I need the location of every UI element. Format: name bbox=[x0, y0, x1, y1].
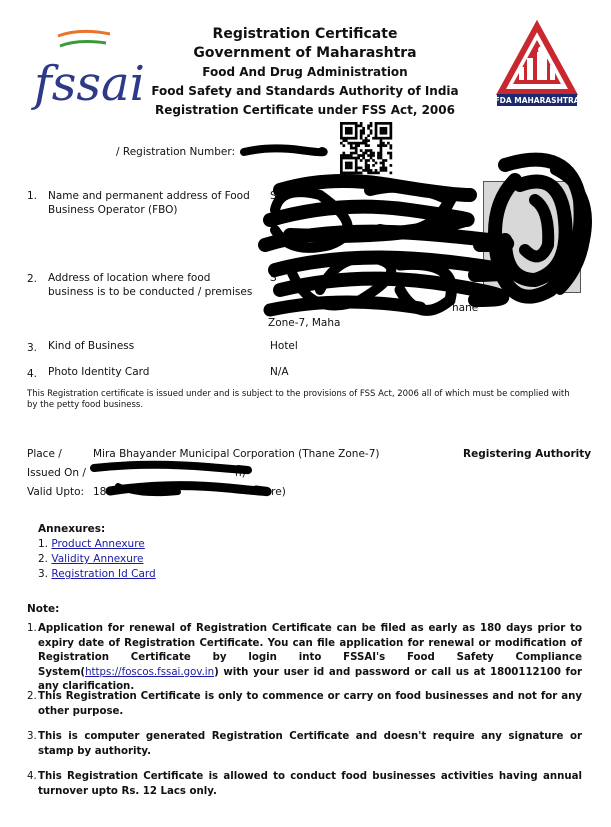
qr-module bbox=[362, 129, 365, 132]
qr-module bbox=[367, 134, 370, 137]
note-1 bbox=[27, 622, 582, 695]
qr-module bbox=[377, 122, 380, 125]
qr-module bbox=[342, 122, 345, 125]
qr-module bbox=[355, 124, 358, 127]
department-name: Food And Drug Administration bbox=[202, 65, 408, 79]
field-2-number: 2. bbox=[27, 273, 38, 285]
qr-module bbox=[380, 129, 383, 132]
field-1-number: 1. bbox=[27, 190, 38, 202]
qr-module bbox=[350, 144, 353, 147]
qr-module bbox=[390, 137, 393, 140]
note-1-text-end: ) with your user id and password or call us at 1800112100 for any clarification. bbox=[38, 666, 582, 692]
notes-title: Note: bbox=[27, 603, 60, 615]
qr-module bbox=[350, 142, 353, 145]
annexures-title: Annexures: bbox=[38, 523, 106, 535]
qr-module bbox=[385, 129, 388, 132]
annexure-item-2-number: 2. bbox=[38, 553, 49, 565]
qr-module bbox=[387, 122, 390, 125]
qr-module bbox=[362, 132, 365, 135]
qr-module bbox=[390, 132, 393, 135]
qr-module bbox=[340, 142, 343, 145]
qr-module bbox=[360, 132, 363, 135]
qr-module bbox=[370, 122, 373, 125]
qr-module bbox=[387, 142, 390, 145]
qr-module bbox=[355, 129, 358, 132]
qr-module bbox=[375, 122, 378, 125]
qr-module bbox=[347, 129, 350, 132]
qr-module bbox=[347, 137, 350, 140]
qr-module bbox=[340, 137, 343, 140]
note-4-number: 4. bbox=[27, 771, 37, 782]
qr-module bbox=[342, 137, 345, 140]
fssai-logo bbox=[28, 22, 145, 112]
qr-module bbox=[355, 122, 358, 125]
qr-module bbox=[365, 144, 368, 147]
qr-module bbox=[375, 134, 378, 137]
qr-module bbox=[355, 144, 358, 147]
qr-module bbox=[350, 127, 353, 130]
qr-module bbox=[352, 137, 355, 140]
qr-module bbox=[365, 139, 368, 142]
qr-module bbox=[372, 137, 375, 140]
qr-module bbox=[340, 127, 343, 130]
field-2-value-line3: Zone-7, Maha bbox=[268, 317, 341, 329]
qr-module bbox=[355, 134, 358, 137]
qr-module bbox=[370, 124, 373, 127]
note-3 bbox=[27, 730, 582, 759]
fssai-logo-text: fssai bbox=[34, 56, 145, 112]
qr-module bbox=[360, 124, 363, 127]
valid-upto-value-tail: exure) bbox=[252, 486, 286, 498]
registering-authority: Registering Authority bbox=[463, 448, 592, 460]
qr-module bbox=[377, 137, 380, 140]
note-3-text: This is computer generated Registration Certificate and doesn't require any signature or stamp by authority. bbox=[38, 731, 582, 757]
qr-module bbox=[352, 122, 355, 125]
qr-module bbox=[382, 137, 385, 140]
qr-module bbox=[355, 132, 358, 135]
qr-module bbox=[382, 129, 385, 132]
qr-module bbox=[360, 129, 363, 132]
note-4 bbox=[27, 770, 582, 799]
issued-on-label: Issued On / bbox=[27, 467, 86, 479]
place-value: Mira Bhayander Municipal Corporation (Thane Zone-7) bbox=[93, 448, 380, 460]
note-2 bbox=[27, 690, 582, 719]
qr-module bbox=[380, 122, 383, 125]
certificate-title: Registration Certificate bbox=[212, 26, 398, 42]
note-2-text: This Registration Certificate is only to commence or carry on food businesses and not for any other purpose. bbox=[38, 691, 582, 717]
qr-module bbox=[345, 132, 348, 135]
field-3-number: 3. bbox=[27, 342, 38, 354]
qr-module bbox=[365, 137, 368, 140]
note-3-number: 3. bbox=[27, 731, 37, 742]
qr-module bbox=[367, 127, 370, 130]
qr-module bbox=[385, 122, 388, 125]
government-name: Government of Maharashtra bbox=[193, 45, 417, 61]
qr-module bbox=[340, 124, 343, 127]
validity-annexure-link[interactable]: Validity Annexure bbox=[51, 553, 144, 565]
qr-module bbox=[352, 142, 355, 145]
qr-module bbox=[385, 132, 388, 135]
qr-module bbox=[360, 122, 363, 125]
annexure-item-1 bbox=[38, 537, 145, 551]
place-label: Place / bbox=[27, 448, 62, 460]
qr-module bbox=[382, 132, 385, 135]
qr-module bbox=[370, 129, 373, 132]
qr-module bbox=[370, 132, 373, 135]
qr-module bbox=[345, 137, 348, 140]
qr-module bbox=[382, 127, 385, 130]
field-4-value: N/A bbox=[270, 366, 289, 378]
valid-upto-label: Valid Upto: bbox=[27, 486, 85, 498]
qr-module bbox=[380, 142, 383, 145]
qr-module bbox=[385, 137, 388, 140]
qr-module bbox=[367, 139, 370, 142]
qr-module bbox=[350, 132, 353, 135]
qr-module bbox=[355, 127, 358, 130]
field-2-label: Address of location where food business is to be conducted / premises bbox=[48, 272, 253, 298]
qr-module bbox=[357, 124, 360, 127]
field-2-value-line2: hane bbox=[452, 302, 479, 314]
qr-module bbox=[380, 137, 383, 140]
qr-module bbox=[350, 129, 353, 132]
qr-module bbox=[375, 137, 378, 140]
qr-module bbox=[390, 122, 393, 125]
qr-module bbox=[367, 124, 370, 127]
qr-module bbox=[357, 142, 360, 145]
qr-module bbox=[385, 144, 388, 147]
qr-module bbox=[347, 132, 350, 135]
annexure-item-1-number: 1. bbox=[38, 538, 49, 550]
qr-module bbox=[377, 144, 380, 147]
qr-module bbox=[365, 142, 368, 145]
qr-module bbox=[390, 127, 393, 130]
qr-module bbox=[390, 129, 393, 132]
field-4-number: 4. bbox=[27, 368, 38, 380]
qr-module bbox=[375, 127, 378, 130]
qr-module bbox=[380, 144, 383, 147]
qr-module bbox=[342, 144, 345, 147]
field-1-value: S bbox=[270, 190, 277, 202]
field-3-label: Kind of Business bbox=[48, 340, 135, 352]
note-2-number: 2. bbox=[27, 691, 37, 702]
authority-name: Food Safety and Standards Authority of India bbox=[151, 84, 459, 98]
registration-number-label: / Registration Number: bbox=[116, 146, 236, 158]
qr-module bbox=[360, 134, 363, 137]
qr-module bbox=[380, 127, 383, 130]
field-1-label: Name and permanent address of Food Business Operator (FBO) bbox=[48, 190, 250, 216]
field-3-value: Hotel bbox=[270, 340, 298, 352]
field-4-label: Photo Identity Card bbox=[48, 366, 150, 378]
product-annexure-link[interactable]: Product Annexure bbox=[51, 538, 145, 550]
foscos-link[interactable]: https://foscos.fssai.gov.in bbox=[85, 666, 215, 678]
annexure-item-3-number: 3. bbox=[38, 568, 49, 580]
annexure-item-2 bbox=[38, 552, 143, 566]
certificate-header bbox=[140, 25, 470, 120]
qr-module bbox=[382, 144, 385, 147]
qr-module bbox=[355, 142, 358, 145]
fda-maharashtra-logo bbox=[494, 22, 580, 112]
registration-id-card-link[interactable]: Registration Id Card bbox=[51, 568, 156, 580]
act-line: Registration Certificate under FSS Act, 2006 bbox=[155, 103, 455, 117]
qr-module bbox=[347, 142, 350, 145]
qr-module bbox=[345, 129, 348, 132]
qr-module bbox=[387, 137, 390, 140]
qr-module bbox=[380, 139, 383, 142]
qr-module bbox=[347, 122, 350, 125]
qr-module bbox=[382, 142, 385, 145]
qr-module bbox=[342, 139, 345, 142]
qr-module bbox=[375, 132, 378, 135]
note-4-text: This Registration Certificate is allowed to conduct food businesses activities having annual turnover upto Rs. 12 Lacs only. bbox=[38, 771, 582, 797]
qr-module bbox=[362, 139, 365, 142]
qr-module bbox=[340, 122, 343, 125]
qr-module bbox=[375, 124, 378, 127]
qr-module bbox=[375, 129, 378, 132]
note-1-number: 1. bbox=[27, 623, 37, 634]
qr-module bbox=[340, 132, 343, 135]
qr-module bbox=[357, 144, 360, 147]
qr-module bbox=[340, 129, 343, 132]
dates-redaction bbox=[88, 458, 268, 503]
qr-module bbox=[355, 137, 358, 140]
qr-module bbox=[340, 134, 343, 137]
fda-logo-caption: FDA MAHARASHTRA bbox=[494, 96, 580, 105]
qr-module bbox=[367, 144, 370, 147]
note-1-text: Application for renewal of Registration Certificate can be filed as early as 180 days prior to expiry date of Registration Certificate. You can file application for renewal or modification of Registration Certificate by login into FSSAI's Food Safety Compliance System( bbox=[38, 623, 582, 678]
qr-module bbox=[380, 132, 383, 135]
qr-module bbox=[385, 127, 388, 130]
qr-module bbox=[347, 127, 350, 130]
qr-module bbox=[362, 127, 365, 130]
qr-module bbox=[390, 144, 393, 147]
qr-module bbox=[345, 127, 348, 130]
qr-module bbox=[382, 122, 385, 125]
qr-module bbox=[360, 137, 363, 140]
qr-module bbox=[390, 124, 393, 127]
field-2-value: S bbox=[270, 272, 277, 284]
annexure-item-3 bbox=[38, 567, 156, 581]
qr-module bbox=[345, 122, 348, 125]
valid-upto-value-head: 18 bbox=[93, 486, 107, 498]
qr-module bbox=[360, 142, 363, 145]
qr-module bbox=[345, 139, 348, 142]
qr-module bbox=[350, 137, 353, 140]
qr-module bbox=[350, 122, 353, 125]
issued-on-value-tail: n) bbox=[235, 467, 246, 479]
qr-module bbox=[390, 134, 393, 137]
address-redaction bbox=[250, 150, 600, 340]
disclaimer-text: This Registration certificate is issued under and is subject to the provisions of FSS Act, 2006 all of which must be complied with by the petty food business. bbox=[27, 389, 570, 410]
qr-module bbox=[362, 142, 365, 145]
